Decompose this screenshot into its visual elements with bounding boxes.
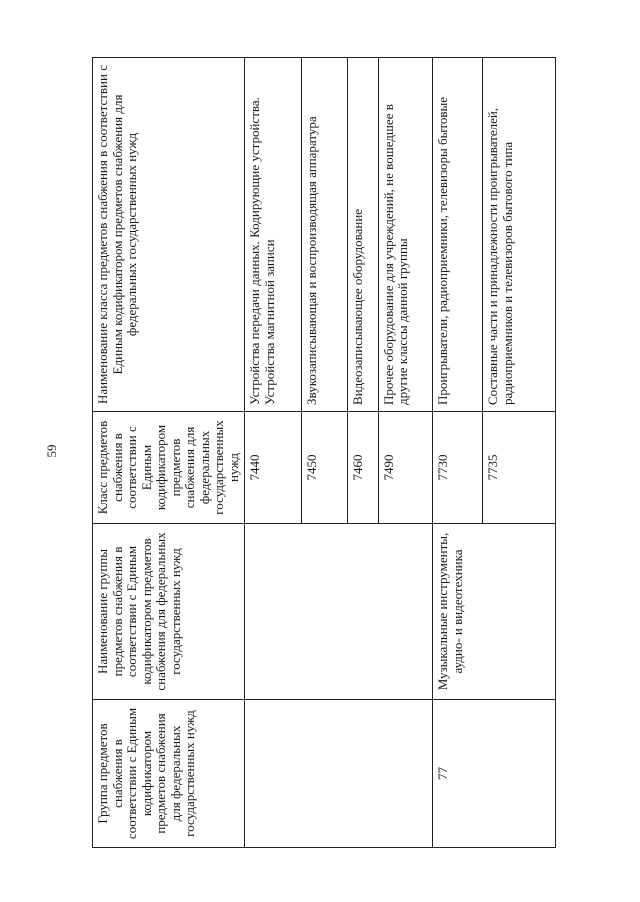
class-name: Прочее оборудование для учреждений, не вошедшее в другие классы данной группы [378, 58, 432, 412]
header-group-name: Наименование группы предметов снабжения в соответствии с Единым кодификатором предметов снабжения для федеральных государственных нужд [93, 524, 245, 700]
group-cell-empty [245, 700, 433, 848]
supply-classification-table-wrapper [92, 58, 556, 848]
class-code: 7460 [348, 412, 378, 524]
header-class: Класс предметов снабжения в соответствии с Единым кодификатором предметов снабжения для федеральных государственных нужд [93, 412, 245, 524]
supply-classification-table [92, 57, 556, 848]
page-number: 59 [44, 444, 59, 458]
class-name: Устройства передачи данных. Кодирующие устройства. Устройства магнитной записи [245, 58, 301, 412]
class-code: 7440 [245, 412, 301, 524]
class-name: Проигрыватели, радиоприемники, телевизоры бытовые [432, 58, 482, 412]
class-code: 7490 [378, 412, 432, 524]
class-code: 7730 [432, 412, 482, 524]
group-name-cell-empty [245, 524, 433, 700]
group-code: 77 [432, 700, 555, 848]
class-name: Видеозаписывающее оборудование [348, 58, 378, 412]
table-row [432, 58, 482, 848]
header-group: Группа предметов снабжения в соответствии с Единым кодификатором предметов снабжения для федеральных государственных нужд [93, 700, 245, 848]
group-name: Музыкальные инструменты, аудио- и видеотехника [432, 524, 555, 700]
class-name: Звукозаписывающая и воспроизводящая аппаратура [301, 58, 347, 412]
class-code: 7450 [301, 412, 347, 524]
class-code: 7735 [483, 412, 556, 524]
table-header-row [93, 58, 245, 848]
header-class-name: Наименование класса предметов снабжения в соответствии с Единым кодификатором предметов снабжения для федеральных государственных нужд [93, 58, 245, 412]
class-name: Составные части и принадлежности проигрывателей, радиоприемников и телевизоров бытового типа [483, 58, 556, 412]
table-row [245, 58, 301, 848]
